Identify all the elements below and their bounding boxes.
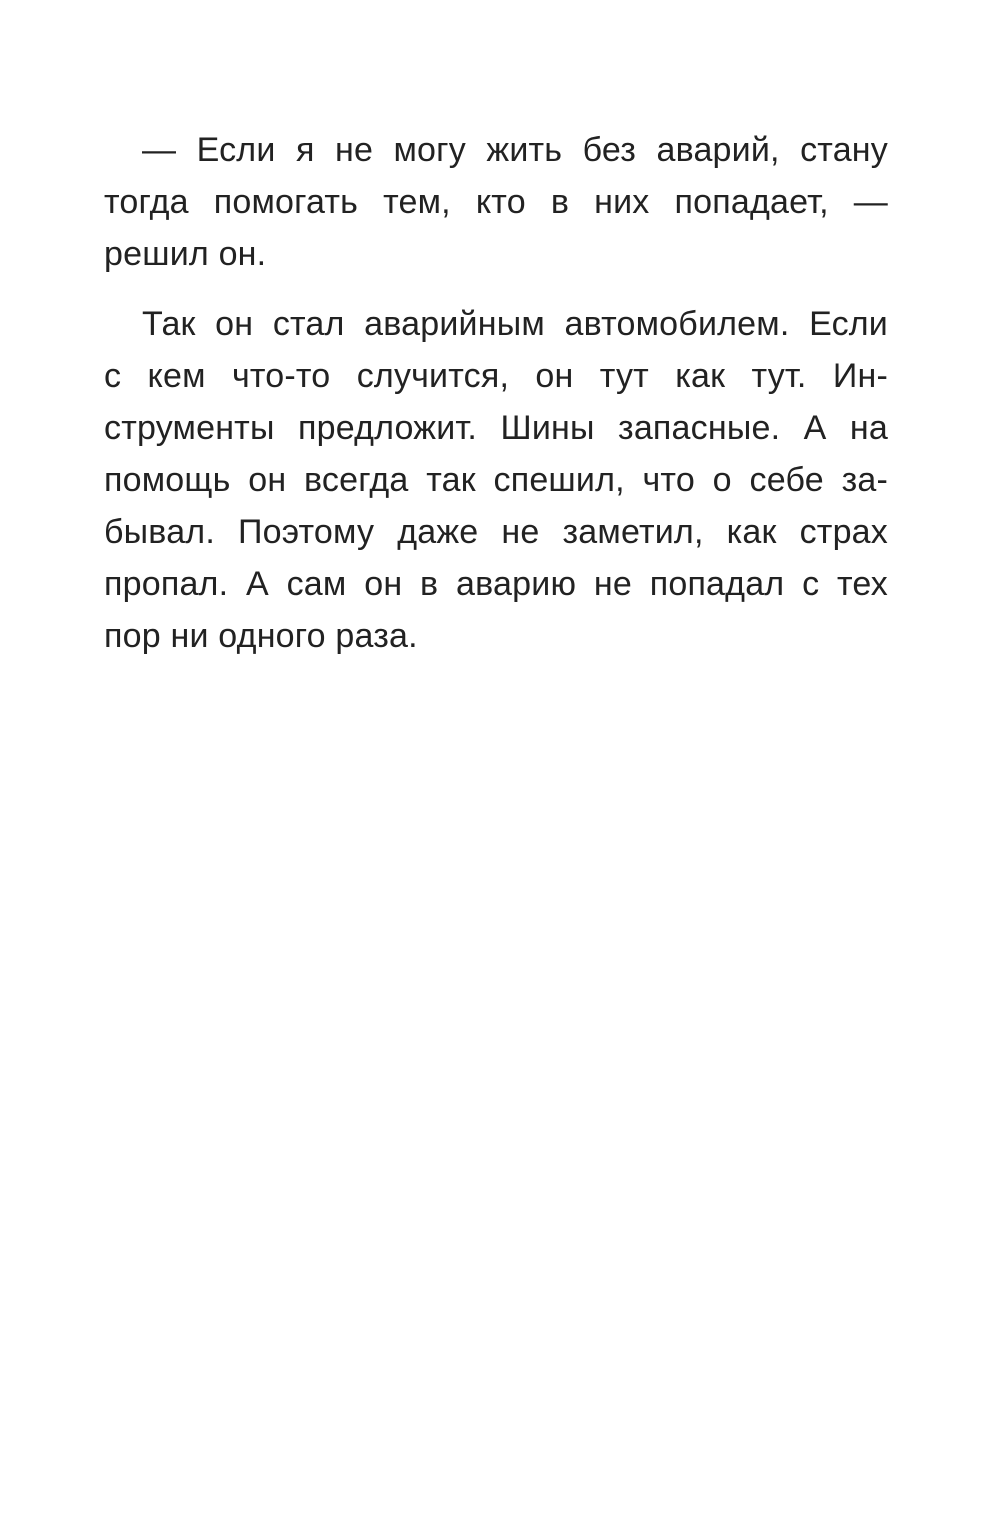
paragraph-1-line-1: — Если я не могу жить без аварий, стану bbox=[142, 131, 888, 169]
paragraph-1 bbox=[104, 124, 888, 280]
page-text bbox=[104, 124, 888, 680]
paragraph-2-line-6: пропал. А сам он в аварию не попадал с тех bbox=[104, 565, 888, 603]
paragraph-2-line-7: пор ни одного раза. bbox=[104, 617, 418, 655]
paragraph-2-line-4: помощь он всегда так спешил, что о себе за- bbox=[104, 461, 888, 499]
paragraph-1-line-2: тогда помогать тем, кто в них попадает, — bbox=[104, 183, 888, 221]
paragraph-2-line-2: с кем что-то случится, он тут как тут. Ин- bbox=[104, 357, 888, 395]
paragraph-2-line-1: Так он стал аварийным автомобилем. Если bbox=[142, 305, 888, 343]
paragraph-2 bbox=[104, 298, 888, 662]
paragraph-1-line-3: решил он. bbox=[104, 235, 267, 273]
paragraph-2-line-5: бывал. Поэтому даже не заметил, как страх bbox=[104, 513, 888, 551]
paragraph-2-line-3: струменты предложит. Шины запасные. А на bbox=[104, 409, 888, 447]
